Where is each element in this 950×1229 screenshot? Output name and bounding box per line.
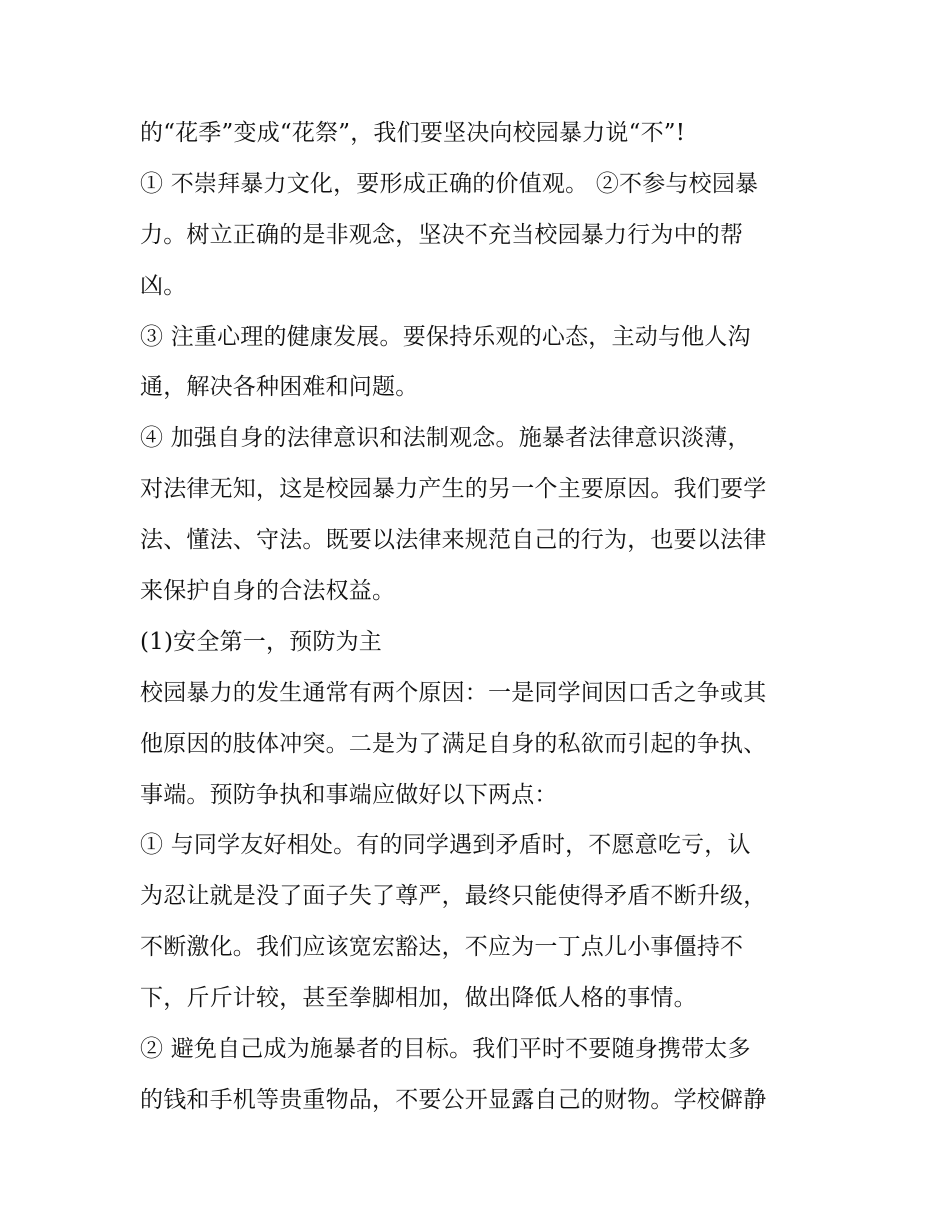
text-line: ④ 加强自身的法律意识和法制观念。施暴者法律意识淡薄， <box>140 425 751 452</box>
text-line: 的钱和手机等贵重物品，不要公开显露自己的财物。学校僻静 <box>140 1086 767 1113</box>
text-line: ② 避免自己成为施暴者的目标。我们平时不要随身携带太多 <box>140 1036 751 1063</box>
document-body <box>140 108 840 1126</box>
text-line: 他原因的肢体冲突。二是为了满足自身的私欲而引起的争执、 <box>140 730 767 757</box>
text-line: 通，解决各种困难和问题。 <box>140 374 419 401</box>
text-line: 为忍让就是没了面子失了尊严，最终只能使得矛盾不断升级， <box>140 883 767 910</box>
text-line: ① 不崇拜暴力文化，要形成正确的价值观。 ②不参与校园暴 <box>140 170 759 197</box>
text-line: ① 与同学友好相处。有的同学遇到矛盾时，不愿意吃亏，认 <box>140 832 751 859</box>
text-line: ③ 注重心理的健康发展。要保持乐观的心态，主动与他人沟 <box>140 323 751 350</box>
text-line: 事端。预防争执和事端应做好以下两点： <box>140 781 558 808</box>
text-line: 凶。 <box>140 272 187 299</box>
text-line: 力。树立正确的是非观念，坚决不充当校园暴力行为中的帮 <box>140 221 744 248</box>
text-line: 法、懂法、守法。既要以法律来规范自己的行为，也要以法律 <box>140 527 767 554</box>
text-line: 来保护自身的合法权益。 <box>140 578 396 605</box>
section-heading: (1)安全第一，预防为主 <box>140 628 382 655</box>
text-line: 的“花季”变成“花祭”，我们要坚决向校园暴力说“不”! <box>140 120 686 146</box>
text-line: 下，斤斤计较，甚至拳脚相加，做出降低人格的事情。 <box>140 985 697 1012</box>
text-line: 对法律无知，这是校园暴力产生的另一个主要原因。我们要学 <box>140 476 767 503</box>
text-line: 校园暴力的发生通常有两个原因：一是同学间因口舌之争或其 <box>140 679 767 706</box>
text-line: 不断激化。我们应该宽宏豁达，不应为一丁点儿小事僵持不 <box>140 934 744 961</box>
